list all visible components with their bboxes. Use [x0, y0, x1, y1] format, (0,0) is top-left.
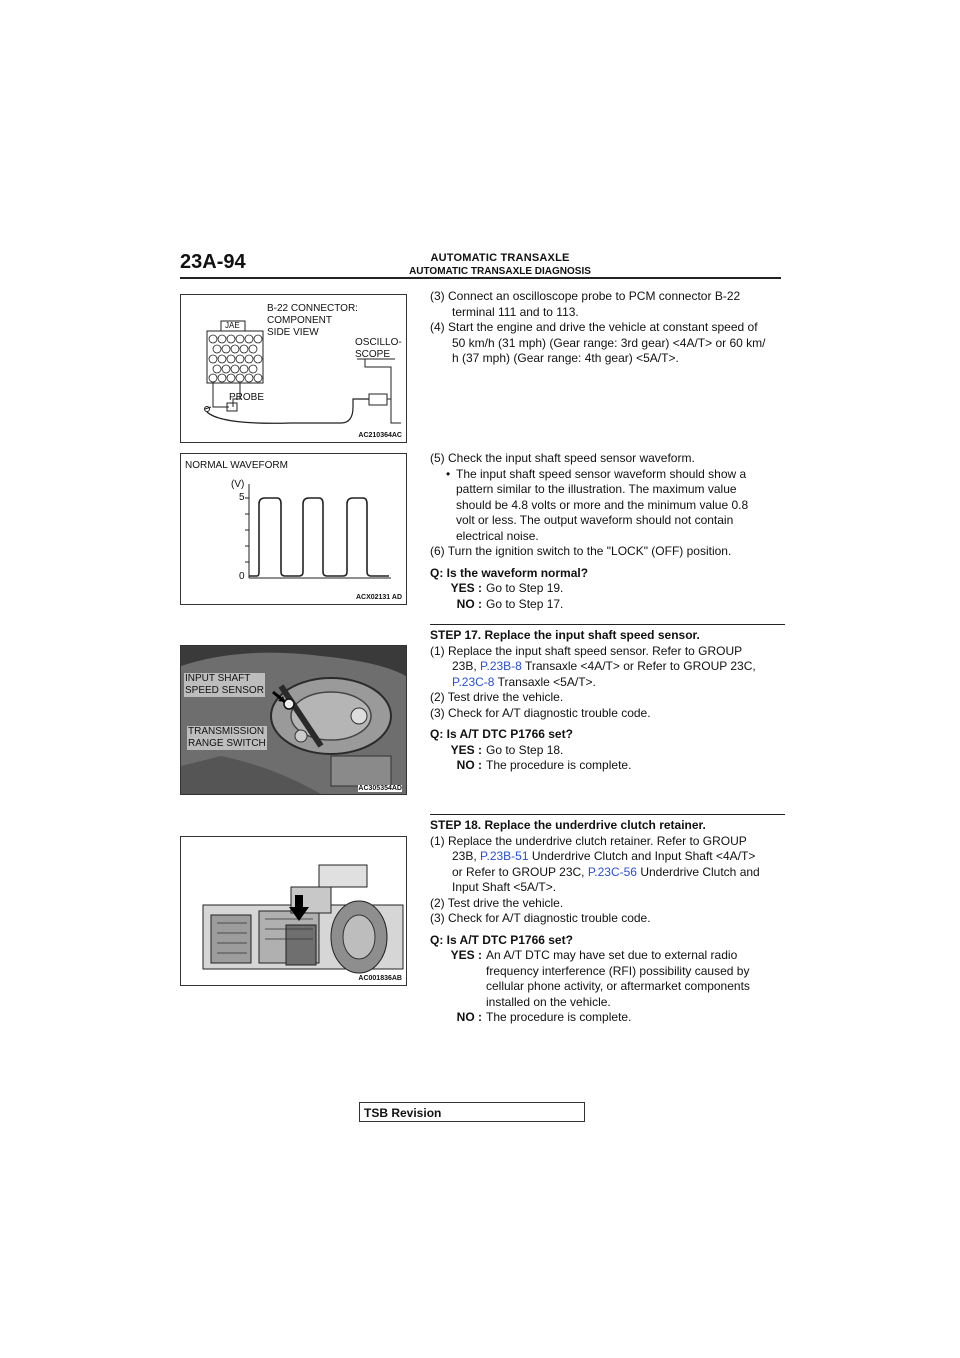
step-18	[430, 814, 785, 1026]
text-line: (2) Test drive the vehicle.	[430, 895, 564, 910]
text-span: Transaxle <4A/T> or Refer to GROUP 23C,	[521, 659, 756, 673]
figure-sensor-photo	[180, 645, 407, 795]
step-title: STEP 18. Replace the underdrive clutch retainer.	[430, 818, 706, 832]
connector-label	[267, 303, 358, 339]
answer-key: NO :	[456, 1010, 482, 1024]
link-p23b-51[interactable]: P.23B-51	[480, 849, 529, 863]
tsb-revision-box: TSB Revision	[359, 1102, 585, 1122]
text-block-2	[430, 451, 785, 612]
answer-key: NO :	[456, 596, 482, 611]
answer-yes	[430, 743, 785, 759]
range-switch-label	[187, 726, 267, 750]
bullet-line	[430, 467, 785, 483]
answer-key: YES :	[450, 581, 482, 595]
jae-label: JAE	[225, 321, 240, 330]
section-title: AUTOMATIC TRANSAXLE	[430, 252, 570, 264]
answer-yes	[430, 948, 785, 1010]
oscilloscope-label-line-2: SCOPE	[355, 349, 391, 360]
question: Q: Is the waveform normal?	[430, 565, 589, 580]
waveform-unit: (V)	[231, 479, 245, 490]
range-switch-label-line-2: RANGE SWITCH	[188, 738, 266, 749]
answer-text: Go to Step 19.	[486, 581, 564, 595]
page-number: 23A-94	[180, 251, 246, 273]
bullet-text: volt or less. The output waveform should not contain	[456, 513, 734, 527]
answer-text: The procedure is complete.	[486, 1010, 632, 1024]
input-shaft-label	[184, 673, 265, 697]
text-span: or Refer to GROUP 23C,	[452, 864, 588, 879]
text-line	[430, 675, 785, 691]
bullet-text: pattern similar to the illustration. The maximum value	[456, 482, 737, 496]
text-line: (3) Check for A/T diagnostic trouble code.	[430, 705, 651, 720]
text-line: (2) Test drive the vehicle.	[430, 690, 564, 704]
text-line: 50 km/h (31 mph) (Gear range: 3rd gear) <4A/T> or 60 km/	[452, 335, 766, 350]
answer-no	[430, 758, 785, 774]
text-span: 23B,	[452, 659, 481, 673]
text-line: (5) Check the input shaft speed sensor waveform.	[430, 451, 695, 465]
waveform-y-top: 5	[239, 492, 245, 503]
answer-no	[430, 597, 785, 613]
figure-code: AC001836AB	[358, 975, 402, 982]
section-subtitle: AUTOMATIC TRANSAXLE DIAGNOSIS	[409, 266, 591, 277]
text-line: (1) Replace the underdrive clutch retainer. Refer to GROUP	[430, 833, 747, 848]
bullet-icon: •	[446, 466, 451, 481]
link-p23c-8[interactable]: P.23C-8	[452, 674, 495, 689]
step-rule	[430, 814, 785, 815]
bullet-line	[430, 513, 785, 529]
text-line: (3) Check for A/T diagnostic trouble code.	[430, 911, 651, 925]
answer-key: NO :	[456, 758, 482, 772]
text-span: Underdrive Clutch and Input Shaft <4A/T>	[528, 849, 756, 863]
answer-no	[430, 1010, 785, 1026]
waveform-y-bottom: 0	[239, 571, 245, 582]
waveform-title: NORMAL WAVEFORM	[185, 460, 288, 471]
text-line: (3) Connect an oscilloscope probe to PCM connector B-22	[430, 289, 741, 303]
text-line: terminal 111 and to 113.	[452, 304, 579, 319]
text-span: Underdrive Clutch and	[636, 864, 760, 879]
oscilloscope-label-line-1: OSCILLO-	[355, 337, 402, 348]
figure-waveform	[180, 453, 407, 605]
text-span: Transaxle <5A/T>.	[494, 674, 596, 689]
text-line	[430, 865, 785, 881]
bullet-text: should be 4.8 volts or more and the minimum value 0.8	[456, 497, 749, 512]
connector-label-line-1: B-22 CONNECTOR:	[267, 303, 358, 314]
text-line	[430, 659, 785, 675]
connector-label-line-3: SIDE VIEW	[267, 327, 319, 338]
step-17	[430, 624, 785, 774]
clutch-cutaway	[181, 837, 406, 985]
answer-yes	[430, 581, 785, 597]
range-switch-label-line-1: TRANSMISSION	[188, 726, 265, 737]
figure-code: AC210364AC	[358, 432, 402, 439]
header-rule	[180, 277, 781, 279]
oscilloscope-label	[355, 337, 402, 361]
input-shaft-label-line-2: SPEED SENSOR	[185, 685, 264, 696]
step-rule	[430, 624, 785, 625]
link-p23c-56[interactable]: P.23C-56	[587, 864, 637, 879]
answer-key: YES :	[450, 948, 482, 962]
answer-text: Go to Step 17.	[486, 596, 564, 611]
figure-code: ACX02131 AD	[355, 594, 402, 601]
question: Q: Is A/T DTC P1766 set?	[430, 727, 573, 741]
bullet-line	[430, 498, 785, 514]
figure-connector-diagram	[180, 294, 407, 443]
connector-label-line-2: COMPONENT	[267, 315, 332, 326]
text-line: h (37 mph) (Gear range: 4th gear) <5A/T>.	[452, 351, 679, 365]
figure-code: AC305354AD	[358, 785, 402, 792]
text-block-1	[430, 289, 785, 367]
text-line	[430, 849, 785, 865]
probe-label: PROBE	[229, 392, 265, 403]
bullet-line	[430, 482, 785, 498]
bullet-text: The input shaft speed sensor waveform should show a	[456, 466, 747, 481]
input-shaft-label-line-1: INPUT SHAFT	[185, 673, 251, 684]
bullet-line	[430, 529, 785, 545]
answer-text: The procedure is complete.	[486, 758, 632, 772]
bullet-text: electrical noise.	[456, 528, 539, 543]
text-line: Input Shaft <5A/T>.	[452, 880, 557, 894]
answer-key: YES :	[450, 742, 482, 757]
text-line: (4) Start the engine and drive the vehicle at constant speed of	[430, 320, 758, 334]
answer-text: An A/T DTC may have set due to external radio frequency interference (RFI) possibility caused by cellular phone activity, or aftermarket components installed on the vehicle.	[486, 948, 750, 1009]
link-p23b-8[interactable]: P.23B-8	[480, 659, 522, 673]
text-span: 23B,	[452, 849, 481, 863]
waveform-chart	[181, 454, 406, 604]
figure-clutch-cutaway	[180, 836, 407, 986]
answer-text: Go to Step 18.	[486, 742, 564, 757]
sensor-photo	[181, 646, 406, 794]
text-line: (1) Replace the input shaft speed sensor. Refer to GROUP	[430, 643, 743, 658]
text-line: (6) Turn the ignition switch to the "LOCK" (OFF) position.	[430, 544, 732, 558]
step-title: STEP 17. Replace the input shaft speed sensor.	[430, 628, 700, 642]
question: Q: Is A/T DTC P1766 set?	[430, 932, 573, 947]
